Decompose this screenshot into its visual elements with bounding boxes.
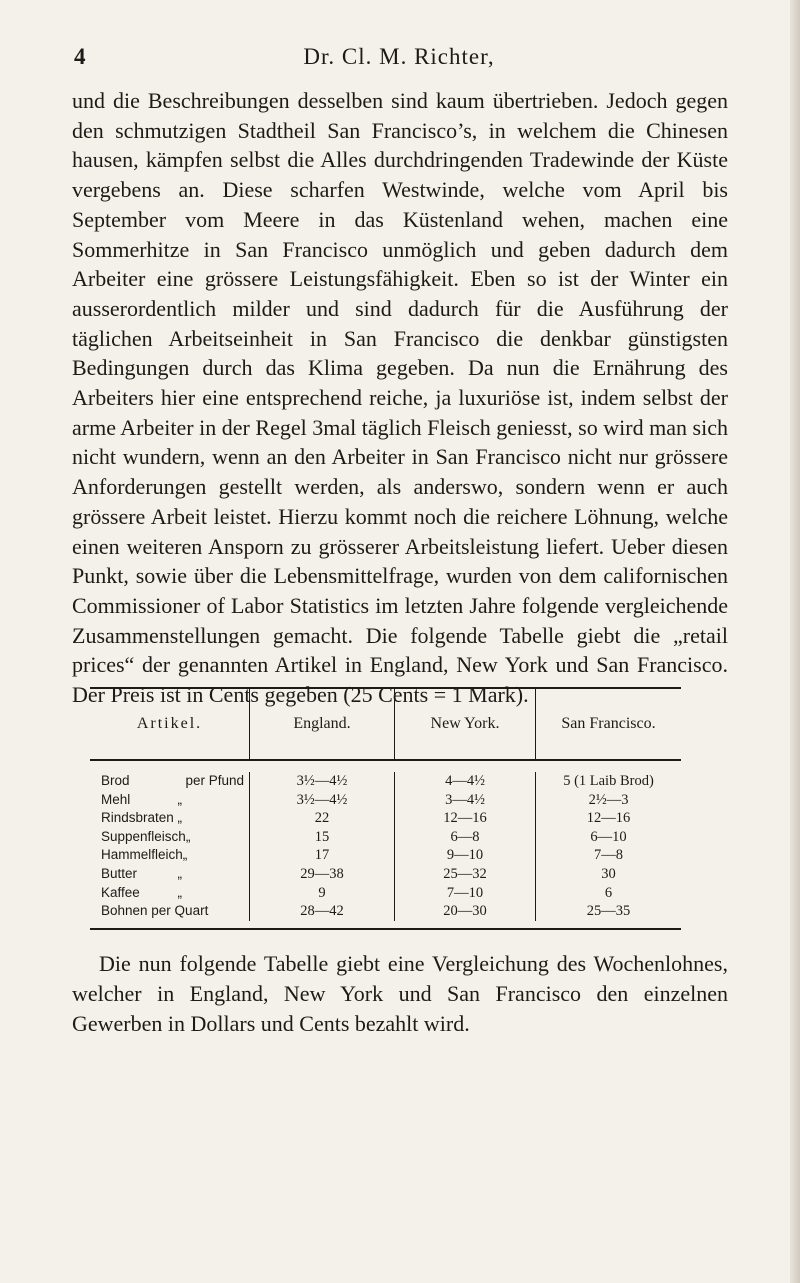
table-cell: 6—10	[590, 828, 627, 845]
column-england	[249, 772, 394, 921]
header-san-francisco: San Francisco.	[535, 689, 681, 759]
table-cell: 3½—4½	[296, 773, 348, 789]
table-row-label: Kaffee „	[101, 884, 182, 900]
table-cell: 7—10	[446, 884, 484, 901]
table-header	[90, 689, 681, 761]
table-row-label: Rindsbraten „	[101, 810, 182, 826]
table-cell: 12—16	[443, 810, 487, 827]
table-cell: 12—16	[586, 810, 631, 827]
table-cell: 20—30	[443, 903, 487, 920]
table-cell: 2½—3	[588, 791, 629, 808]
page-header	[74, 44, 724, 74]
table-cell: 5 (1 Laib Brod)	[563, 773, 654, 789]
table-row-label: Mehl „	[101, 791, 182, 807]
table-row-label: Bohnen per Quart	[101, 903, 209, 919]
body-text	[72, 86, 728, 710]
header-artikel: Artikel.	[136, 715, 203, 732]
closing-text	[72, 949, 728, 1039]
table-cell: 29—38	[300, 865, 344, 882]
table-cell: 6—8	[450, 828, 480, 845]
table-cell: 3—4½	[445, 791, 485, 808]
table-cell: 15	[314, 828, 330, 845]
table-cell: 9	[318, 884, 326, 901]
running-title: Dr. Cl. M. Richter,	[303, 44, 495, 69]
table-cell: 6	[604, 884, 613, 901]
page-number: 4	[74, 44, 87, 69]
table-row-label: Brod per Pfund	[101, 773, 244, 788]
table-cell: 25—32	[443, 865, 487, 882]
body-paragraph: und die Beschreibungen desselben sind kaum übertrieben. Jedoch gegen den schmutzigen Stadtheil San Francisco’s, in welchem die Chinesen hausen, kämpfen selbst die Alles durchdringenden Tradewinde der Küste vergebens an. Diese scharfen Westwinde, welche vom April bis September vom Meere in das Küstenland wehen, machen eine Sommerhitze in San Francisco unmöglich und geben dadurch dem Arbeiter eine grössere Leistungsfähigkeit. Eben so ist der Winter ein ausserordentlich milder und sind dadurch für die Ausführung der täglichen Arbeitseinheit in San Francisco die denkbar günstigsten Bedingungen durch das Klima gegeben. Da nun die Ernährung des Arbeiters hier eine entsprechend reiche, ja luxuriöse ist, indem selbst der arme Arbeiter in der Regel 3mal täglich Fleisch geniesst, so wird man sich nicht wundern, wenn an den Arbeiter in San Francisco nicht nur grössere Anforderungen gestellt werden, als anderswo, sondern wenn er auch grössere Arbeit leistet. Hierzu kommt noch die reichere Löhnung, welche einen weiteren Ansporn zu grösserer Arbeitsleistung liefert. Ueber diesen Punkt, sowie über die Lebensmittelfrage, wurden von dem californischen Commissioner of Labor Statistics im letzten Jahre folgende vergleichende Zusammenstellungen gemacht. Die folgende Tabelle giebt die „retail prices“ der genannten Artikel in England, New York und San Francisco. Der Preis ist in Cents gegeben (25 Cents = 1 Mark).	[72, 88, 728, 708]
table-cell: 30	[601, 865, 616, 882]
closing-paragraph: Die nun folgende Tabelle giebt eine Vergleichung des Wochenlohnes, welcher in England, New York und San Francisco den einzelnen Gewerben in Dollars und Cents bezahlt wird.	[72, 951, 728, 1036]
header-new-york: New York.	[394, 689, 535, 759]
table-cell: 22	[314, 810, 330, 827]
table-cell: 25—35	[586, 903, 631, 920]
table-row-label: Hammelfleich „	[101, 847, 188, 863]
table-cell: 7—8	[594, 847, 623, 864]
header-england: England.	[249, 689, 394, 759]
table-row-label: Butter „	[101, 865, 182, 881]
column-artikel	[90, 772, 249, 921]
column-san-francisco	[535, 772, 681, 921]
table-body	[90, 761, 681, 928]
table-row-label: Suppenfleisch „	[101, 828, 191, 844]
page-edge	[790, 0, 800, 1283]
price-table	[90, 687, 681, 930]
table-cell: 3½—4½	[296, 791, 348, 808]
table-cell: 17	[314, 847, 330, 864]
table-cell: 4—4½	[445, 773, 485, 789]
table-cell: 9—10	[446, 847, 484, 864]
column-new-york	[394, 772, 535, 921]
table-cell: 28—42	[300, 903, 344, 920]
